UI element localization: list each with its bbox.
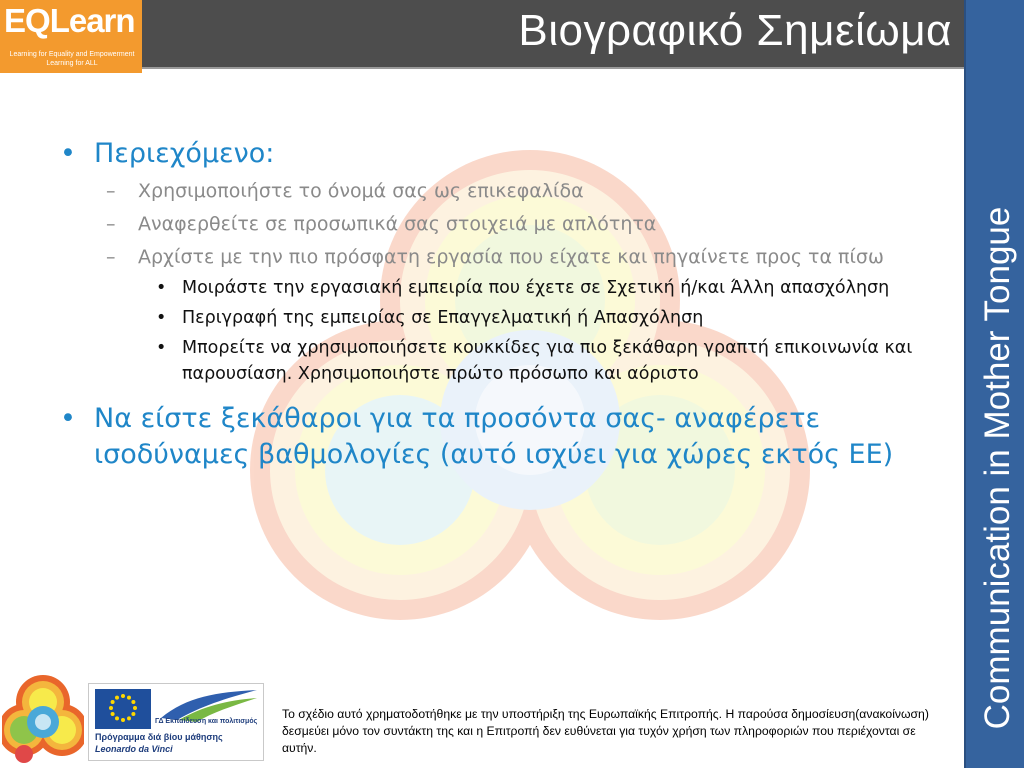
- eqlearn-logo: [0, 0, 142, 73]
- sub-item-text: Αρχίστε με την πιο πρόσφατη εργασία που είχατε και πηγαίνετε προς τα πίσω: [138, 246, 884, 268]
- eu-program-label: Πρόγραμμα διά βίου μάθησης: [95, 732, 223, 742]
- sub-sub-item-text: Μπορείτε να χρησιμοποιήσετε κουκκίδες για πιο ξεκάθαρη γραπτή επικοινωνία και παρουσίαση. Χρησιμοποιήστε πρώτο πρόσωπο και αόριστο: [182, 338, 913, 384]
- logo-wordmark-learn: Learn: [49, 2, 135, 39]
- eu-flag-icon: [95, 689, 151, 729]
- flower-logo-icon: [2, 672, 84, 766]
- slide-title: Βιογραφικό Σημείωμα: [518, 6, 952, 55]
- sub-sub-item-text: Περιγραφή της εμπειρίας σε Επαγγελματική ή Απασχόληση: [182, 308, 704, 328]
- logo-wordmark: [4, 2, 135, 40]
- bullet-dot-icon: •: [60, 138, 76, 169]
- dash-icon: –: [106, 246, 116, 268]
- bullet-dot-icon: •: [60, 403, 76, 434]
- sub-item-text: Χρησιμοποιήστε το όνομά σας ως επικεφαλίδα: [138, 180, 584, 202]
- title-bar: [142, 0, 964, 69]
- dash-icon: –: [106, 213, 116, 235]
- logo-tagline-line-1: Learning for Equality and Empowerment: [9, 51, 135, 58]
- sub-item: [52, 211, 932, 238]
- eu-stars-icon: [95, 689, 151, 729]
- sidebar-vertical-title: Communication in Mother Tongue: [978, 206, 1017, 730]
- bullet-dot-icon: •: [156, 338, 167, 358]
- sub-sub-item: [52, 305, 932, 331]
- sub-sub-item: [52, 275, 932, 301]
- eu-program-panel: [88, 683, 264, 761]
- funding-disclaimer: Το σχέδιο αυτό χρηματοδοτήθηκε με την υποστήριξη της Ευρωπαϊκής Επιτροπής. Η παρούσα δημοσίευση(ανακοίνωση) δεσμεύει μόνο τον συντάκτη της και η Επιτροπή δεν ευθύνεται για τυχόν χρήση των πληροφοριών που περιέχονται σε αυτήν.: [282, 707, 929, 755]
- slide-content: [52, 136, 932, 473]
- eu-leonardo-label: Leonardo da Vinci: [95, 744, 173, 754]
- logo-tagline: [4, 50, 140, 68]
- bullet-item-label: Να είστε ξεκάθαροι για τα προσόντα σας- αναφέρετε ισοδύναμες βαθμολογίες (αυτό ισχύει για χώρες εκτός ΕΕ): [94, 403, 894, 470]
- eu-dg-label: ΓΔ Εκπαίδευση και πολιτισμός: [155, 718, 258, 725]
- dash-icon: –: [106, 180, 116, 202]
- bullet-dot-icon: •: [156, 278, 167, 298]
- bullet-dot-icon: •: [156, 308, 167, 328]
- logo-tagline-line-2: Learning for ALL: [46, 60, 98, 67]
- sub-item: [52, 244, 932, 271]
- bullet-item-label: Περιεχόμενο:: [94, 138, 275, 169]
- bullet-item-content: [52, 136, 932, 172]
- bullet-item-qualifications: [52, 401, 932, 473]
- sub-sub-item: [52, 335, 932, 387]
- sub-item-text: Αναφερθείτε σε προσωπικά σας στοιχειά με απλότητα: [138, 213, 657, 235]
- sub-item: [52, 178, 932, 205]
- sub-sub-item-text: Μοιράστε την εργασιακή εμπειρία που έχετε σε Σχετική ή/και Άλλη απασχόληση: [182, 278, 890, 298]
- logo-wordmark-eq: EQ: [4, 2, 50, 39]
